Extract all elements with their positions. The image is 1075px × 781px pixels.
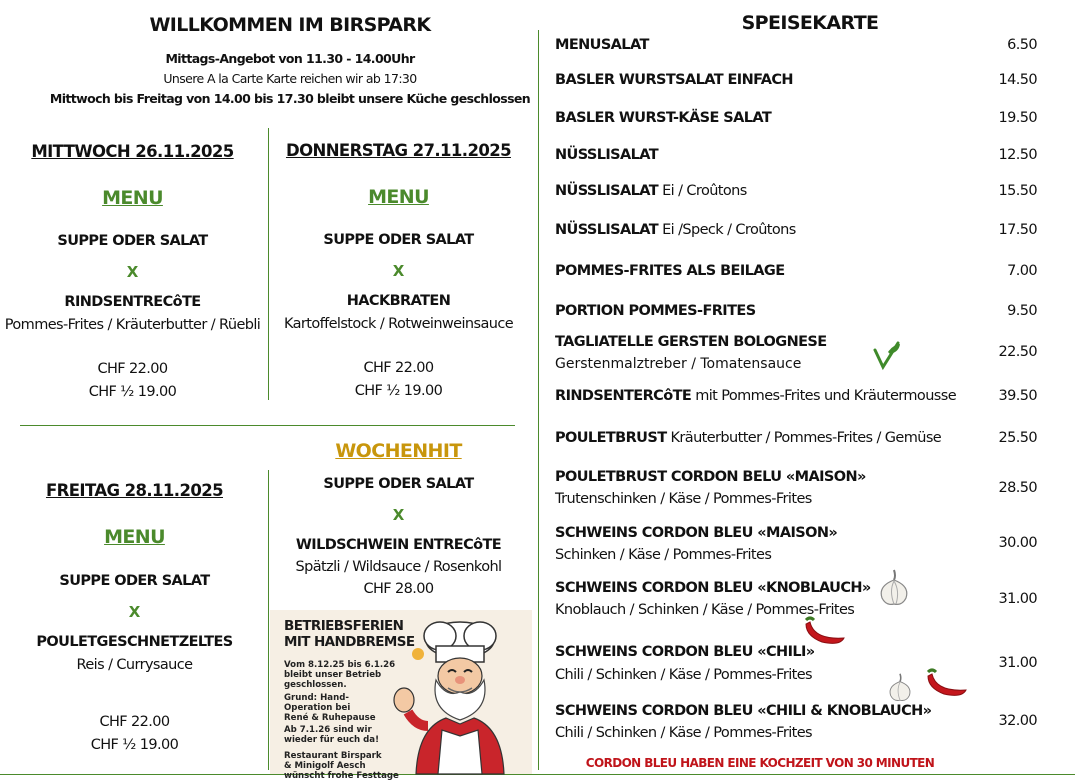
menu-item-name: MENUSALAT [555, 37, 649, 53]
menu-item-price: 31.00 [998, 655, 1037, 671]
divider-vertical-top [268, 128, 269, 400]
separator-x: X [126, 263, 139, 281]
menu-item-sub: Chili / Schinken / Käse / Pommes-Frites [555, 667, 812, 683]
menu-item-name: SCHWEINS CORDON BLEU «KNOBLAUCH» [555, 580, 871, 596]
notice-line: René & Ruhepause [284, 713, 376, 724]
menu-item-price: 17.50 [998, 222, 1037, 238]
dish-thursday: HACKBRATEN [346, 293, 451, 309]
separator-x: X [392, 506, 405, 524]
starter-thursday: SUPPE ODER SALAT [323, 232, 474, 248]
dish-desc-friday: Reis / Currysauce [76, 657, 193, 673]
dish-wednesday: RINDSENTRECôTE [64, 294, 201, 310]
menu-item-price: 6.50 [1007, 37, 1037, 53]
lunch-hours: Mittags-Angebot von 11.30 - 14.00Uhr [165, 51, 415, 66]
notice-title-2: MIT HANDBREMSE [284, 634, 415, 650]
menu-item-price: 39.50 [998, 388, 1037, 404]
menu-item-price: 30.00 [998, 535, 1037, 551]
speisekarte-title: SPEISEKARTE [741, 12, 879, 34]
kitchen-closed-note: Mittwoch bis Freitag von 14.00 bis 17.30 bleibt unsere Küche geschlossen [49, 91, 531, 106]
price-half-friday: CHF ½ 19.00 [90, 737, 179, 753]
notice-line: wünscht frohe Festtage [284, 771, 399, 781]
menu-item-sub: Trutenschinken / Käse / Pommes-Frites [555, 491, 812, 507]
welcome-title: WILLKOMMEN IM BIRSPARK [149, 14, 431, 36]
day-date-wednesday: MITTWOCH 26.11.2025 [31, 142, 234, 161]
dish-wochenhit: WILDSCHWEIN ENTRECôTE [295, 537, 502, 553]
starter-wednesday: SUPPE ODER SALAT [57, 233, 208, 249]
price-half-wednesday: CHF ½ 19.00 [88, 384, 177, 400]
menu-item-price: 25.50 [998, 430, 1037, 446]
menu-item-name: BASLER WURST-KÄSE SALAT [555, 110, 772, 126]
menu-item-name: SCHWEINS CORDON BLEU «CHILI & KNOBLAUCH» [555, 703, 932, 719]
notice-line: & Minigolf Aesch [284, 760, 366, 771]
dish-friday: POULETGESCHNETZELTES [36, 634, 233, 650]
day-date-friday: FREITAG 28.11.2025 [45, 481, 223, 500]
alacarte-hours: Unsere A la Carte Karte reichen wir ab 17:30 [163, 71, 417, 86]
menu-item-name: BASLER WURSTSALAT EINFACH [555, 72, 793, 88]
menu-item-name: POULETBRUST CORDON BELU «MAISON» [555, 469, 866, 485]
menu-item-name: NÜSSLISALAT Ei / Croûtons [555, 183, 747, 199]
menu-item-name: RINDSENTERCôTE mit Pommes-Frites und Kräutermousse [555, 388, 957, 404]
menu-item-price: 14.50 [998, 72, 1037, 88]
menu-item-price: 15.50 [998, 183, 1037, 199]
notice-line: geschlossen. [284, 680, 347, 691]
garlic-icon [886, 672, 914, 702]
menu-item-price: 31.00 [998, 591, 1037, 607]
menu-item-name: NÜSSLISALAT Ei /Speck / Croûtons [555, 222, 796, 238]
garlic-icon [876, 568, 912, 606]
day-date-thursday: DONNERSTAG 27.11.2025 [285, 141, 511, 160]
divider-bottom [0, 774, 1075, 775]
price-friday: CHF 22.00 [99, 714, 170, 730]
price-wochenhit: CHF 28.00 [363, 581, 434, 597]
notice-line: Vom 8.12.25 bis 6.1.26 [284, 660, 396, 670]
divider-horizontal [20, 425, 515, 426]
menu-label-wednesday: MENU [102, 187, 163, 209]
menu-item-name: TAGLIATELLE GERSTEN BOLOGNESE [555, 334, 827, 350]
menu-label-thursday: MENU [368, 186, 429, 208]
notice-line: Ab 7.1.26 sind wir [284, 725, 372, 736]
menu-item-name: SCHWEINS CORDON BLEU «MAISON» [555, 525, 838, 541]
menu-item-sub: Knoblauch / Schinken / Käse / Pommes-Frites [555, 602, 855, 618]
menu-item-price: 28.50 [998, 480, 1037, 496]
notice-line: Operation bei [284, 702, 351, 713]
notice-line: Grund: Hand- [284, 692, 349, 703]
menu-item-sub: Chili / Schinken / Käse / Pommes-Frites [555, 725, 812, 741]
menu-item-name: POMMES-FRITES ALS BEILAGE [555, 263, 785, 279]
menu-item-price: 19.50 [998, 110, 1037, 126]
menu-item-name: NÜSSLISALAT [555, 147, 659, 163]
price-half-thursday: CHF ½ 19.00 [354, 383, 443, 399]
holiday-notice [270, 610, 532, 781]
menu-label-friday: MENU [104, 526, 165, 548]
separator-x: X [392, 262, 405, 280]
vegan-leaf-icon [872, 340, 902, 370]
chef-illustration [382, 614, 532, 774]
starter-wochenhit: SUPPE ODER SALAT [323, 476, 474, 492]
menu-item-price: 12.50 [998, 147, 1037, 163]
menu-item-name: POULETBRUST Kräuterbutter / Pommes-Frites / Gemüse [555, 430, 942, 446]
cordon-bleu-note: CORDON BLEU HABEN EINE KOCHZEIT VON 30 MINUTEN [585, 756, 935, 770]
menu-item-name: SCHWEINS CORDON BLEU «CHILI» [555, 644, 815, 660]
wochenhit-label: WOCHENHIT [335, 440, 462, 462]
menu-item-sub: Schinken / Käse / Pommes-Frites [555, 547, 772, 563]
dish-desc-wednesday: Pommes-Frites / Kräuterbutter / Rüebli [4, 317, 261, 333]
divider-main [538, 30, 539, 770]
notice-line: Restaurant Birspark [284, 750, 382, 761]
notice-title-1: BETRIEBSFERIEN [284, 618, 404, 634]
menu-item-sub: Gerstenmalztreber / Tomatensauce [555, 356, 802, 372]
menu-item-price: 32.00 [998, 713, 1037, 729]
chili-icon [922, 666, 972, 700]
starter-friday: SUPPE ODER SALAT [59, 573, 210, 589]
notice-line: wieder für euch da! [284, 735, 380, 746]
dish-desc-thursday: Kartoffelstock / Rotweinweinsauce [283, 316, 514, 332]
dish-desc-wochenhit: Spätzli / Wildsauce / Rosenkohl [295, 559, 502, 575]
menu-item-name: PORTION POMMES-FRITES [555, 303, 756, 319]
separator-x: X [128, 603, 141, 621]
menu-item-price: 9.50 [1007, 303, 1037, 319]
menu-item-price: 22.50 [998, 344, 1037, 360]
price-thursday: CHF 22.00 [363, 360, 434, 376]
menu-item-price: 7.00 [1007, 263, 1037, 279]
divider-vertical-bottom [268, 470, 269, 770]
price-wednesday: CHF 22.00 [97, 361, 168, 377]
notice-line: bleibt unser Betrieb [284, 670, 382, 681]
chili-icon [800, 614, 850, 648]
